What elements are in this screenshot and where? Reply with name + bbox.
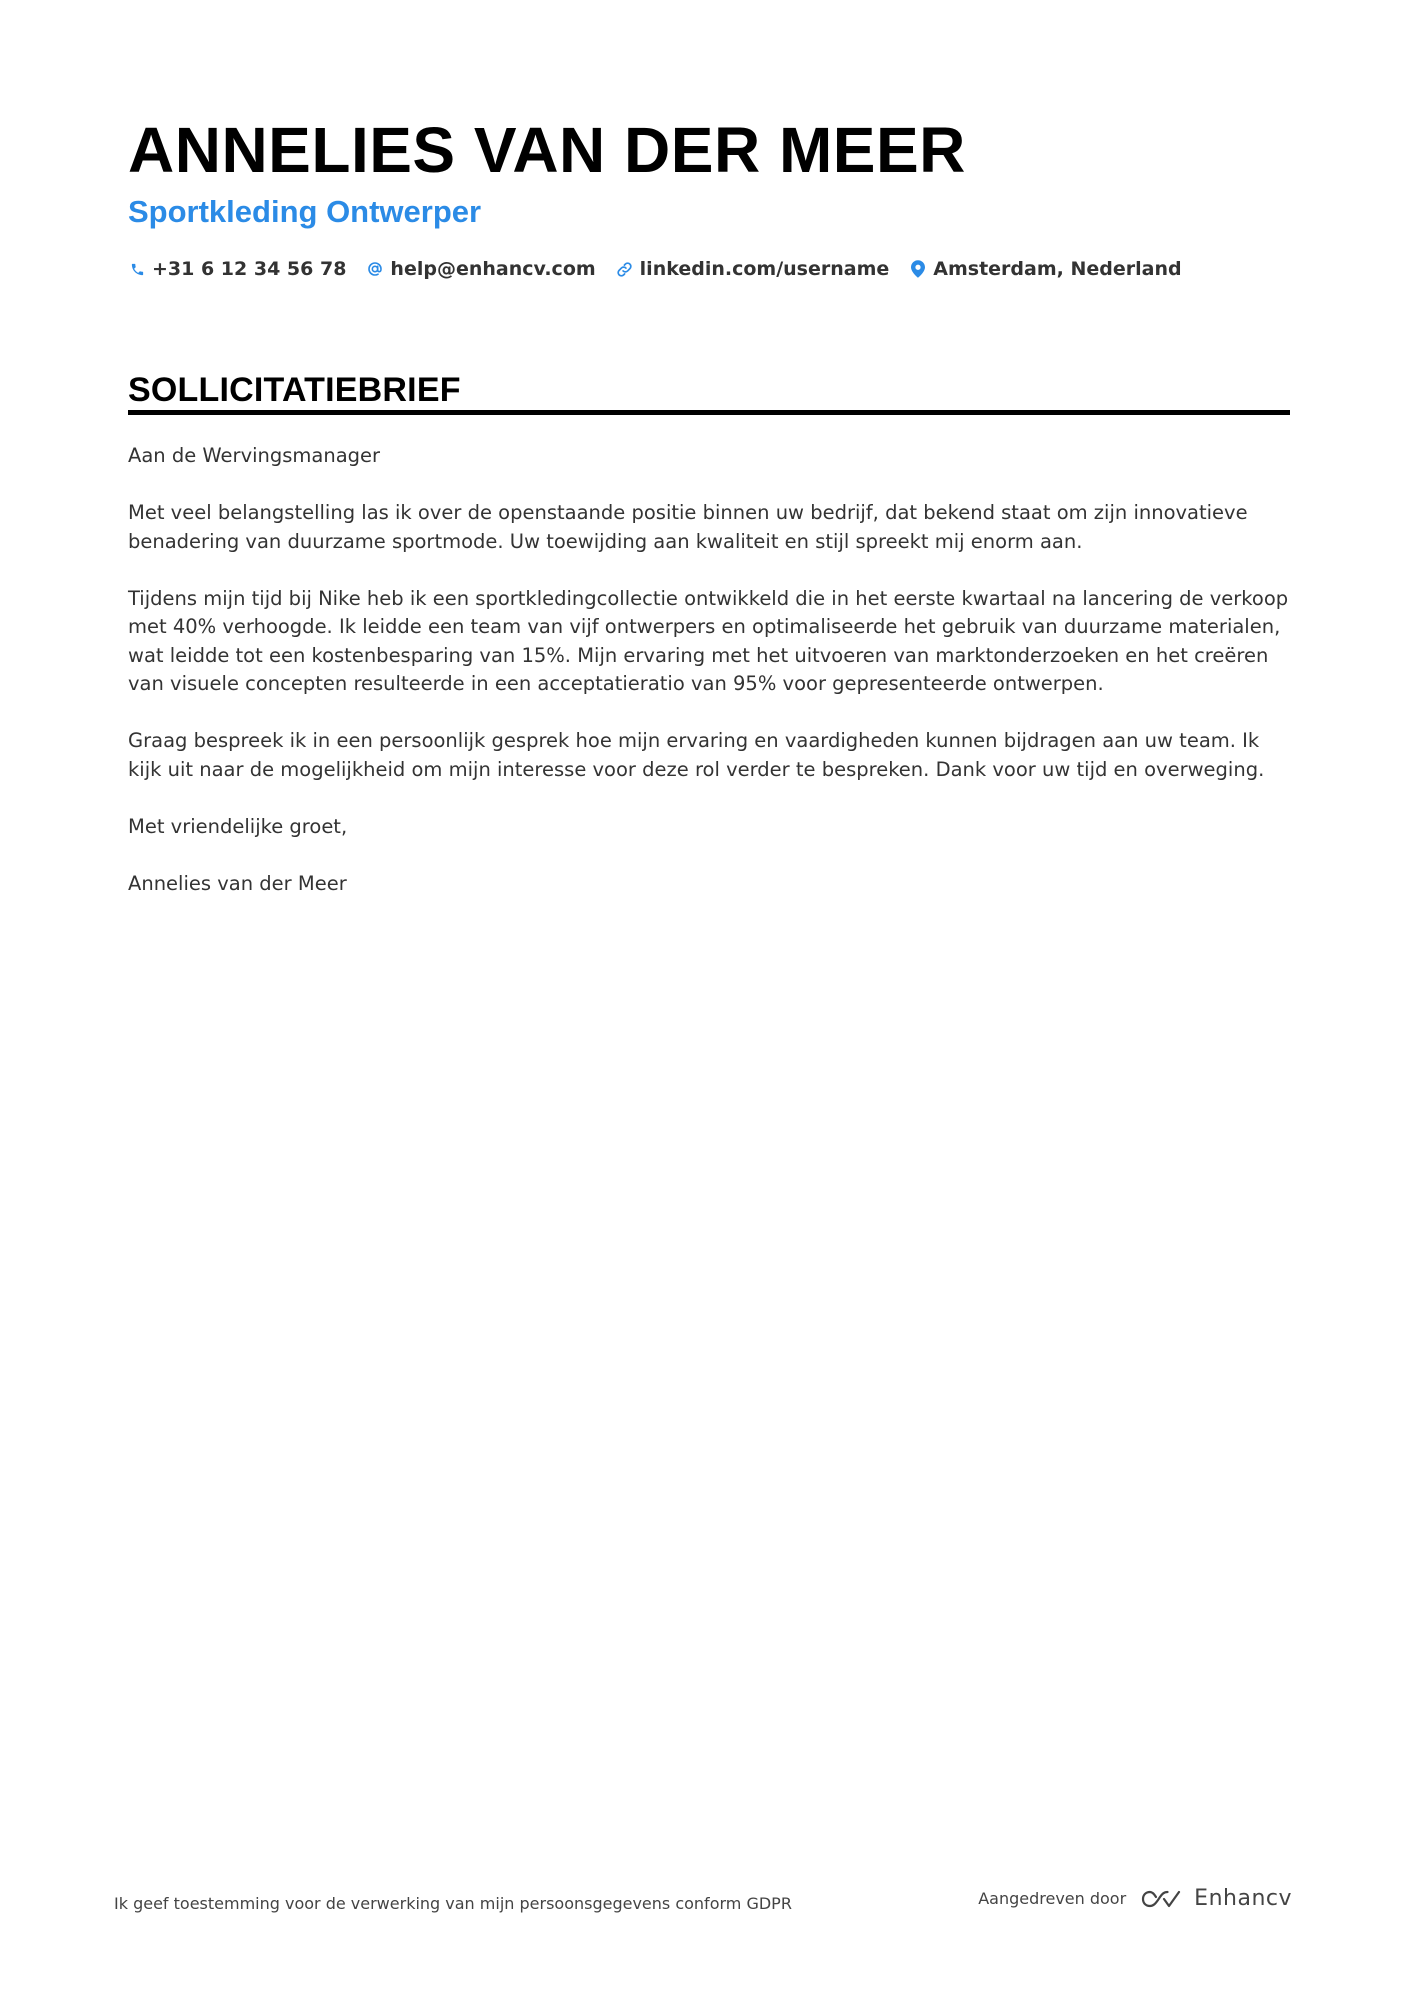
link-icon xyxy=(616,259,634,279)
letter-paragraph-3: Graag bespreek ik in een persoonlijk gesprek hoe mijn ervaring en vaardigheden kunnen bijdragen aan uw team. Ik kijk uit naar de mogelijkheid om mijn interesse voor deze rol verder te bespreken. Dank voor uw tijd en overweging. xyxy=(128,729,1265,781)
section-divider xyxy=(128,410,1290,415)
section-title: SOLLICITATIEBRIEF xyxy=(128,371,461,409)
contact-bar xyxy=(128,254,1202,284)
letter-paragraph-1: Met veel belangstelling las ik over de openstaande positie binnen uw bedrijf, dat bekend staat om zijn innovatieve benadering van duurzame sportmode. Uw toewijding aan kwaliteit en stijl spreekt mij enorm aan. xyxy=(128,501,1248,553)
candidate-name: ANNELIES VAN DER MEER xyxy=(128,114,966,186)
contact-location xyxy=(909,258,1181,280)
letter-salutation: Aan de Wervingsmanager xyxy=(128,444,381,467)
contact-email-text: help@enhancv.com xyxy=(390,258,596,280)
letter-paragraph-2: Tijdens mijn tijd bij Nike heb ik een sportkledingcollectie ontwikkeld die in het eerste kwartaal na lancering de verkoop met 40% verhoogde. Ik leidde een team van vijf ontwerpers en optimaliseerde het gebruik van duurzame materialen, wat leidde tot een kostenbesparing van 15%. Mijn ervaring met het uitvoeren van marktonderzoeken en het creëren van visuele concepten resulteerde in een acceptatieratio van 95% voor gepresenteerde ontwerpen. xyxy=(128,586,1289,695)
enhancv-logo-icon xyxy=(1138,1887,1184,1911)
brand-name: Enhancv xyxy=(1194,1886,1292,1911)
contact-email[interactable] xyxy=(366,258,595,280)
contact-phone-text: +31 6 12 34 56 78 xyxy=(152,258,347,280)
letter-signature: Annelies van der Meer xyxy=(128,871,347,895)
letter-body xyxy=(128,442,1298,927)
at-icon xyxy=(366,259,384,279)
gdpr-consent: Ik geef toestemming voor de verwerking van mijn persoonsgegevens conform GDPR xyxy=(114,1894,792,1913)
phone-icon xyxy=(128,259,146,279)
candidate-role: Sportkleding Ontwerper xyxy=(128,194,482,229)
contact-phone[interactable] xyxy=(128,258,346,280)
powered-by-label: Aangedreven door xyxy=(978,1889,1127,1908)
letter-closing: Met vriendelijke groet, xyxy=(128,814,348,838)
location-icon xyxy=(909,259,927,279)
contact-linkedin[interactable] xyxy=(616,258,890,280)
contact-location-text: Amsterdam, Nederland xyxy=(933,258,1182,280)
powered-by[interactable] xyxy=(978,1886,1292,1911)
contact-linkedin-text: linkedin.com/username xyxy=(639,258,890,280)
